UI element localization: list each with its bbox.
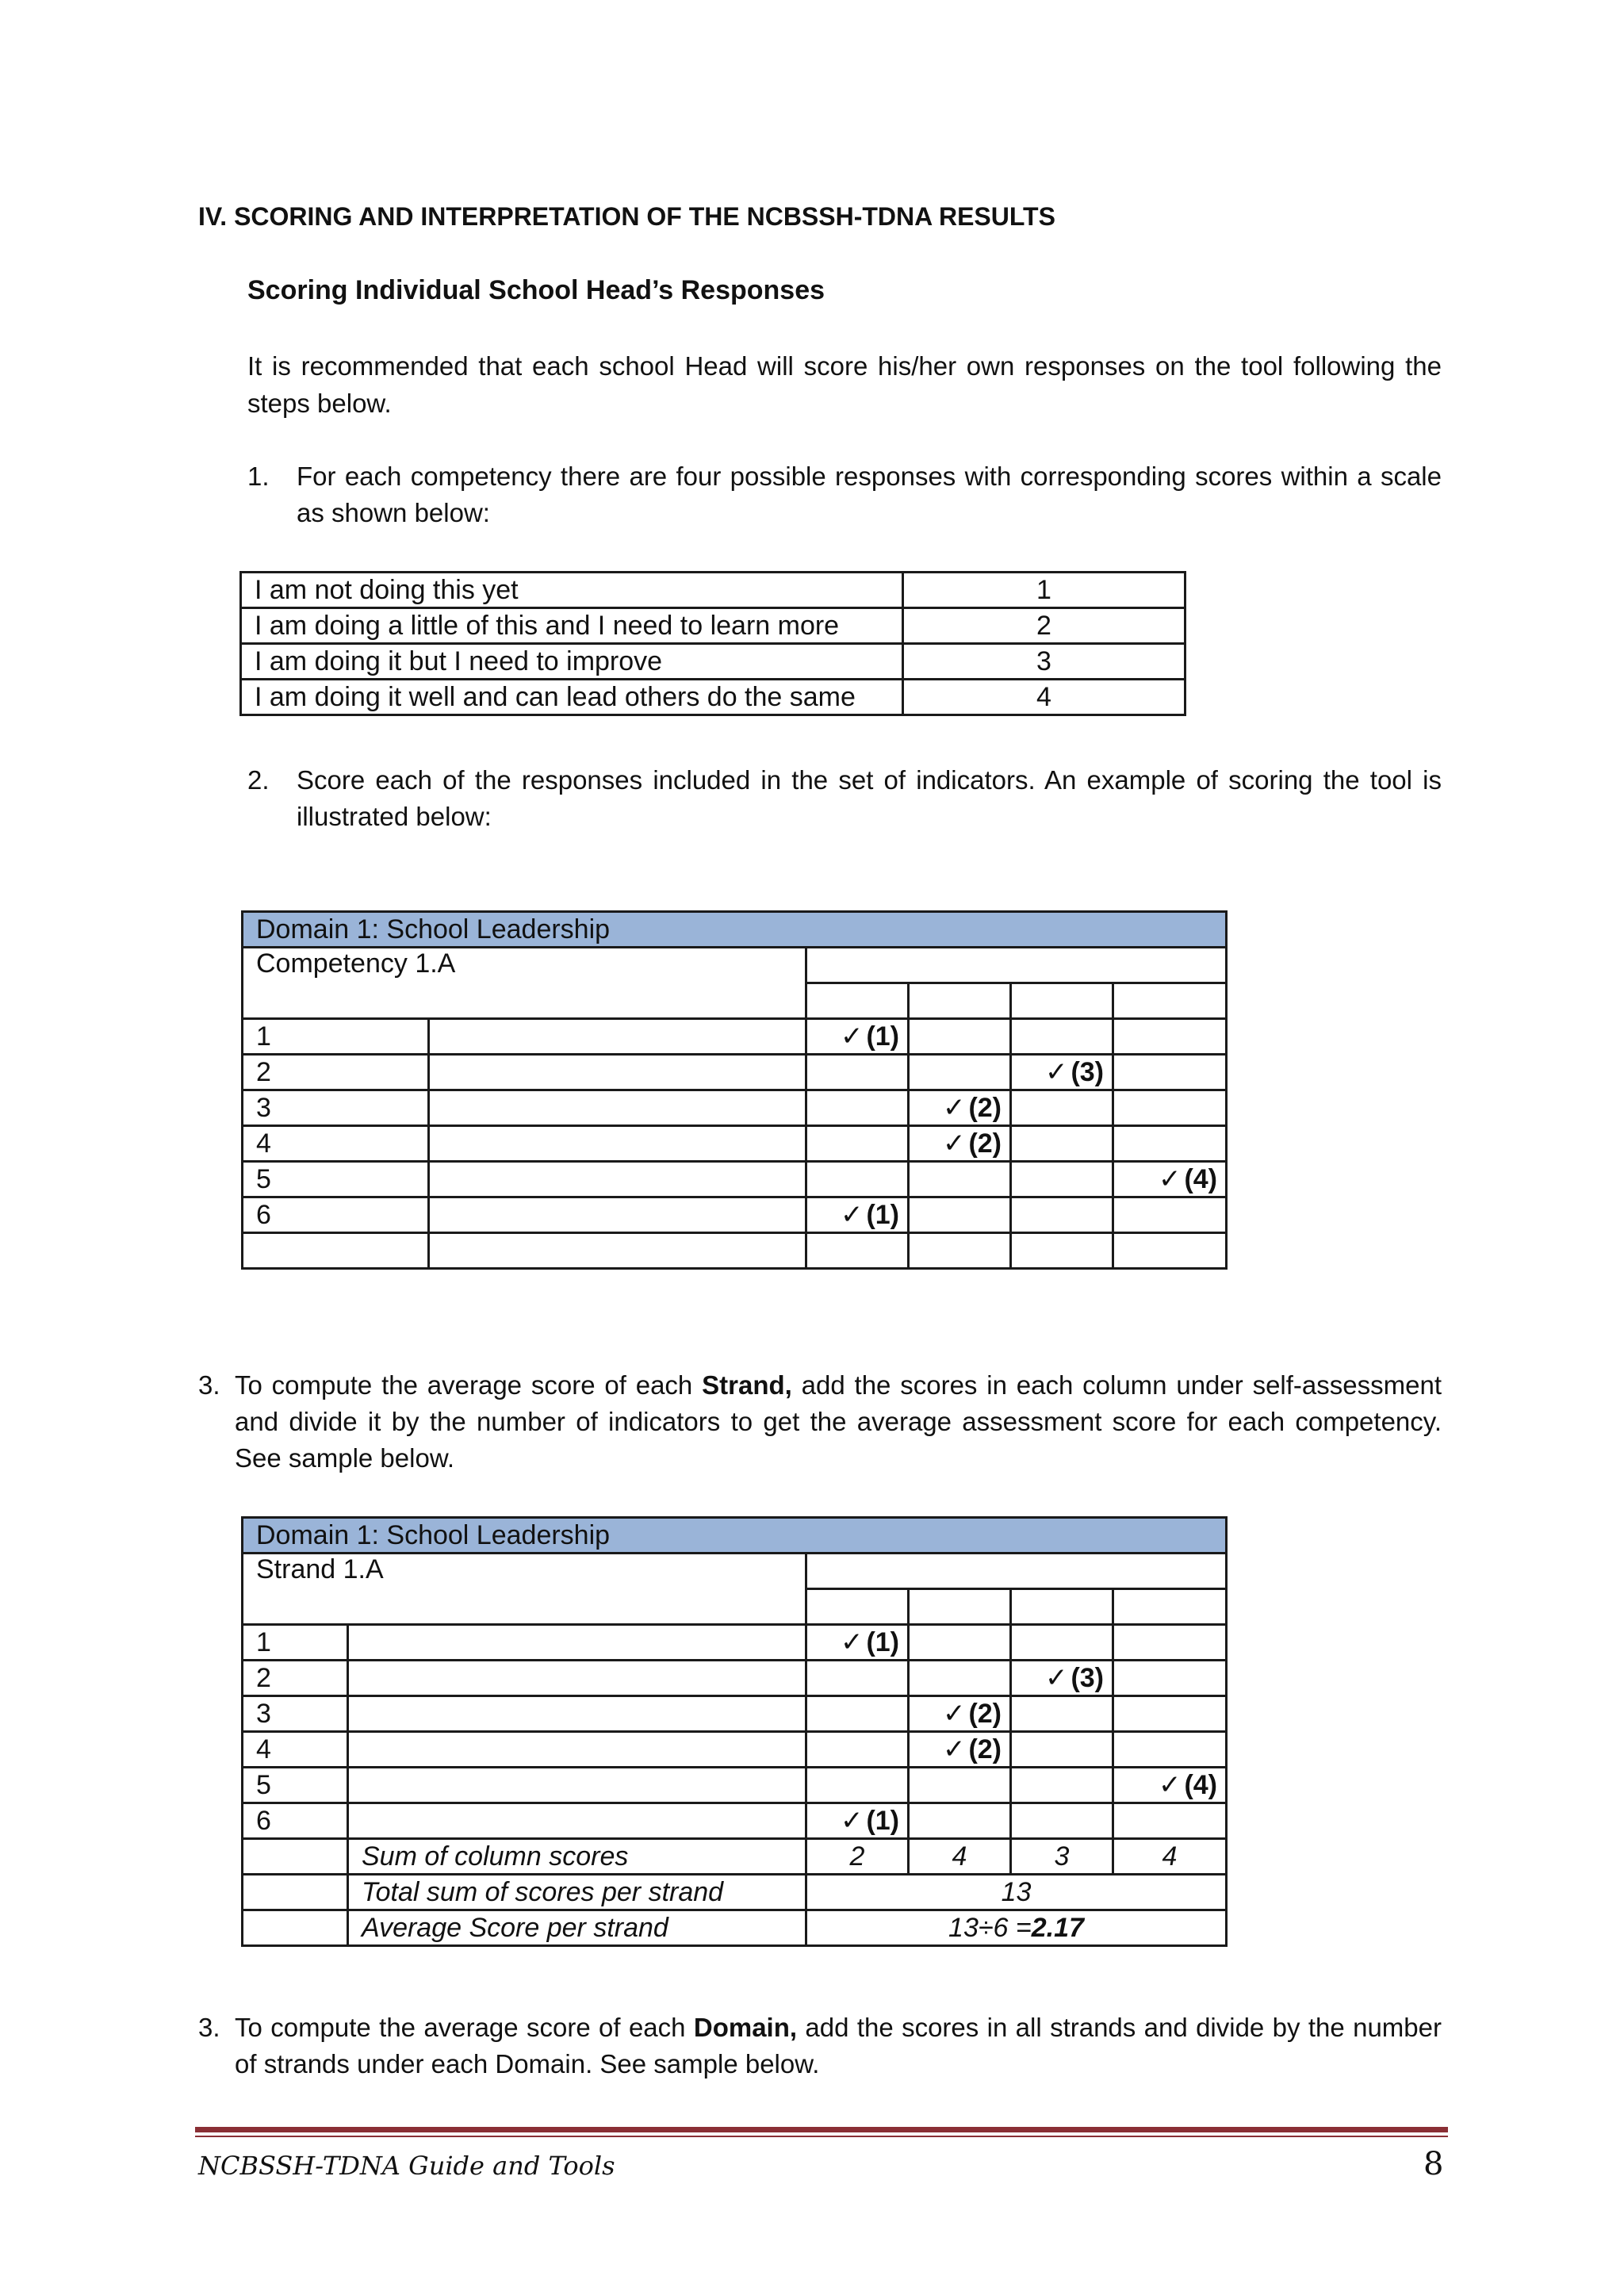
mark-cell	[1113, 1625, 1227, 1661]
indicator-text	[348, 1803, 806, 1839]
mark-cell	[1113, 1696, 1227, 1732]
scale-label: I am not doing this yet	[241, 573, 903, 608]
mark-cell	[909, 1625, 1011, 1661]
domain-header-row	[243, 1518, 1227, 1554]
step2-number: 2.	[247, 765, 270, 795]
average-row	[243, 1910, 1227, 1946]
scale-row	[241, 644, 1185, 680]
indicator-number: 2	[243, 1055, 429, 1090]
check-icon: ✓	[942, 1128, 966, 1159]
indicator-number: 4	[243, 1732, 348, 1768]
mark-cell	[1011, 1197, 1113, 1233]
scale-value: 3	[903, 644, 1185, 680]
scale-table	[239, 571, 1186, 716]
indicator-text	[429, 1233, 806, 1269]
mark-cell	[909, 1197, 1011, 1233]
step3b-text	[235, 2010, 1442, 2082]
mark-cell	[1113, 1803, 1227, 1839]
sum-row	[243, 1839, 1227, 1875]
table-row	[243, 1732, 1227, 1768]
mark-cell	[909, 1768, 1011, 1803]
mark-cell	[1011, 1696, 1113, 1732]
step3a-bold: Strand,	[702, 1370, 792, 1400]
mark-cell	[909, 1233, 1011, 1269]
check-icon: ✓	[942, 1699, 966, 1729]
mark-score: (1)	[866, 1200, 899, 1230]
scale-col-3	[1011, 983, 1113, 1019]
table-row	[243, 1019, 1227, 1055]
domain-header: Domain 1: School Leadership	[243, 912, 1227, 948]
mark-cell	[1113, 1768, 1227, 1803]
step3a-text-before: To compute the average score of each	[235, 1370, 703, 1400]
scale-row	[241, 573, 1185, 608]
mark-cell	[806, 1090, 909, 1126]
step3a-text-after: add the scores in each column under self-assessment and divide it by the number of indicators to get the average assessment score for each competency. See sample below.	[235, 1370, 1442, 1473]
scale-label: I am doing a little of this and I need to learn more	[241, 608, 903, 644]
step3b-number: 3.	[198, 2013, 220, 2042]
mark-cell	[806, 1019, 909, 1055]
mark-cell	[1011, 1625, 1113, 1661]
mark-score: (2)	[968, 1734, 1002, 1764]
mark-cell	[1011, 1732, 1113, 1768]
step3b-bold: Domain,	[693, 2013, 798, 2042]
step3a-text	[235, 1367, 1442, 1477]
check-icon: ✓	[840, 1627, 864, 1657]
average-value-cell	[806, 1910, 1227, 1946]
total-label: Total sum of scores per strand	[348, 1875, 806, 1910]
total-value: 13	[806, 1875, 1227, 1910]
mark-cell	[909, 1661, 1011, 1696]
indicator-text	[429, 1126, 806, 1162]
scale-col-1	[806, 1589, 909, 1625]
indicator-text	[348, 1696, 806, 1732]
mark-score: (1)	[866, 1021, 899, 1052]
indicator-text	[348, 1661, 806, 1696]
mark-score: (1)	[866, 1627, 899, 1657]
strand-score-table	[241, 1516, 1228, 1947]
scale-value: 2	[903, 608, 1185, 644]
mark-cell	[1011, 1090, 1113, 1126]
sum-col-2: 4	[909, 1839, 1011, 1875]
indicator-number: 2	[243, 1661, 348, 1696]
indicator-number: 3	[243, 1696, 348, 1732]
mark-cell	[806, 1126, 909, 1162]
check-icon: ✓	[942, 1734, 966, 1764]
check-icon: ✓	[840, 1200, 864, 1230]
step3b-text-after: add the scores in all strands and divide by the number of strands under each Domain. See sample below.	[235, 2013, 1442, 2079]
mark-cell	[1011, 1661, 1113, 1696]
total-row	[243, 1875, 1227, 1910]
check-icon: ✓	[840, 1021, 864, 1052]
scale-value: 4	[903, 680, 1185, 715]
mark-cell	[1011, 1803, 1113, 1839]
mark-cell	[1113, 1732, 1227, 1768]
section-title: IV. SCORING AND INTERPRETATION OF THE NCBSSH-TDNA RESULTS	[198, 202, 1055, 231]
total-empty	[243, 1875, 348, 1910]
indicator-number: 6	[243, 1197, 429, 1233]
mark-cell	[1113, 1126, 1227, 1162]
scale-col-4	[1113, 983, 1227, 1019]
average-label: Average Score per strand	[348, 1910, 806, 1946]
mark-cell	[1113, 1055, 1227, 1090]
mark-cell	[909, 1126, 1011, 1162]
table-row	[243, 1090, 1227, 1126]
table-row	[243, 1625, 1227, 1661]
table-row	[243, 1055, 1227, 1090]
mark-score: (2)	[968, 1093, 1002, 1123]
mark-score: (3)	[1071, 1057, 1104, 1087]
table-row	[243, 1162, 1227, 1197]
sum-col-1: 2	[806, 1839, 909, 1875]
strand-label: Strand 1.A	[243, 1554, 806, 1625]
sub-header-row	[243, 1554, 1227, 1589]
footer-rule-thin	[195, 2136, 1448, 2137]
self-assessment-header	[806, 948, 1227, 983]
mark-cell	[909, 1019, 1011, 1055]
mark-score: (2)	[968, 1128, 1002, 1159]
mark-cell	[806, 1162, 909, 1197]
check-icon: ✓	[1044, 1057, 1068, 1087]
mark-cell	[909, 1732, 1011, 1768]
mark-cell	[909, 1090, 1011, 1126]
mark-cell	[1011, 1233, 1113, 1269]
indicator-text	[429, 1055, 806, 1090]
mark-cell	[806, 1233, 909, 1269]
mark-cell	[1113, 1661, 1227, 1696]
competency-score-table	[241, 910, 1228, 1270]
mark-cell	[1011, 1768, 1113, 1803]
mark-cell	[1011, 1126, 1113, 1162]
sum-col-3: 3	[1011, 1839, 1113, 1875]
footer-rule-thick	[195, 2127, 1448, 2132]
check-icon: ✓	[942, 1093, 966, 1123]
competency-rows	[243, 1019, 1227, 1233]
sum-empty	[243, 1839, 348, 1875]
mark-cell	[1113, 1233, 1227, 1269]
indicator-text	[348, 1732, 806, 1768]
indicator-text	[348, 1625, 806, 1661]
mark-cell	[909, 1162, 1011, 1197]
competency-label: Competency 1.A	[243, 948, 806, 1019]
table-row	[243, 1768, 1227, 1803]
mark-cell	[1113, 1197, 1227, 1233]
scale-value: 1	[903, 573, 1185, 608]
mark-cell	[1011, 1019, 1113, 1055]
step1-text: For each competency there are four possible responses with corresponding scores within a scale as shown below:	[297, 462, 1442, 527]
sum-label: Sum of column scores	[348, 1839, 806, 1875]
scale-row	[241, 608, 1185, 644]
strand-rows	[243, 1625, 1227, 1839]
mark-cell	[806, 1732, 909, 1768]
indicator-number: 4	[243, 1126, 429, 1162]
table-row	[243, 1197, 1227, 1233]
mark-score: (4)	[1184, 1164, 1217, 1194]
scale-col-3	[1011, 1589, 1113, 1625]
step3b-text-before: To compute the average score of each	[235, 2013, 694, 2042]
footer-title: NCBSSH-TDNA Guide and Tools	[198, 2151, 615, 2181]
step2-text: Score each of the responses included in the set of indicators. An example of scoring the tool is illustrated below:	[297, 765, 1442, 831]
check-icon: ✓	[1158, 1164, 1182, 1194]
indicator-number: 3	[243, 1090, 429, 1126]
domain-header: Domain 1: School Leadership	[243, 1518, 1227, 1554]
mark-cell	[806, 1055, 909, 1090]
check-icon: ✓	[840, 1806, 864, 1836]
table-row	[243, 1661, 1227, 1696]
indicator-number: 5	[243, 1162, 429, 1197]
indicator-text	[429, 1019, 806, 1055]
mark-cell	[806, 1803, 909, 1839]
indicator-number: 6	[243, 1803, 348, 1839]
indicator-text	[429, 1090, 806, 1126]
sum-col-4: 4	[1113, 1839, 1227, 1875]
average-expression: 13÷6 =	[948, 1912, 1032, 1943]
indicator-number: 1	[243, 1019, 429, 1055]
table-row	[243, 1126, 1227, 1162]
indicator-number: 5	[243, 1768, 348, 1803]
mark-cell	[806, 1625, 909, 1661]
average-empty	[243, 1910, 348, 1946]
mark-cell	[909, 1696, 1011, 1732]
mark-cell	[806, 1768, 909, 1803]
domain-header-row	[243, 912, 1227, 948]
scale-col-1	[806, 983, 909, 1019]
mark-cell	[1113, 1019, 1227, 1055]
scale-label: I am doing it well and can lead others do the same	[241, 680, 903, 715]
indicator-number	[243, 1233, 429, 1269]
mark-cell	[806, 1197, 909, 1233]
mark-cell	[806, 1661, 909, 1696]
check-icon: ✓	[1158, 1770, 1182, 1800]
mark-score: (2)	[968, 1699, 1002, 1729]
mark-score: (3)	[1071, 1663, 1104, 1693]
mark-cell	[1113, 1162, 1227, 1197]
table-row	[243, 1696, 1227, 1732]
indicator-number: 1	[243, 1625, 348, 1661]
scale-col-4	[1113, 1589, 1227, 1625]
mark-cell	[806, 1696, 909, 1732]
scale-col-2	[909, 983, 1011, 1019]
step1-number: 1.	[247, 462, 270, 491]
indicator-text	[348, 1768, 806, 1803]
scale-row	[241, 680, 1185, 715]
mark-cell	[1011, 1162, 1113, 1197]
sub-header-row	[243, 948, 1227, 983]
table-row	[243, 1803, 1227, 1839]
mark-cell	[1011, 1055, 1113, 1090]
mark-score: (1)	[866, 1806, 899, 1836]
step3a-number: 3.	[198, 1370, 220, 1400]
intro-paragraph: It is recommended that each school Head will score his/her own responses on the tool following the steps below.	[247, 351, 1442, 418]
scale-col-2	[909, 1589, 1011, 1625]
check-icon: ✓	[1044, 1663, 1068, 1693]
subtitle: Scoring Individual School Head’s Responses	[247, 275, 825, 305]
mark-cell	[909, 1803, 1011, 1839]
indicator-text	[429, 1162, 806, 1197]
mark-score: (4)	[1184, 1770, 1217, 1800]
average-value: 2.17	[1031, 1912, 1084, 1943]
scale-label: I am doing it but I need to improve	[241, 644, 903, 680]
self-assessment-header	[806, 1554, 1227, 1589]
mark-cell	[1113, 1090, 1227, 1126]
mark-cell	[909, 1055, 1011, 1090]
table-row	[243, 1233, 1227, 1269]
indicator-text	[429, 1197, 806, 1233]
page-number: 8	[1423, 2146, 1444, 2182]
